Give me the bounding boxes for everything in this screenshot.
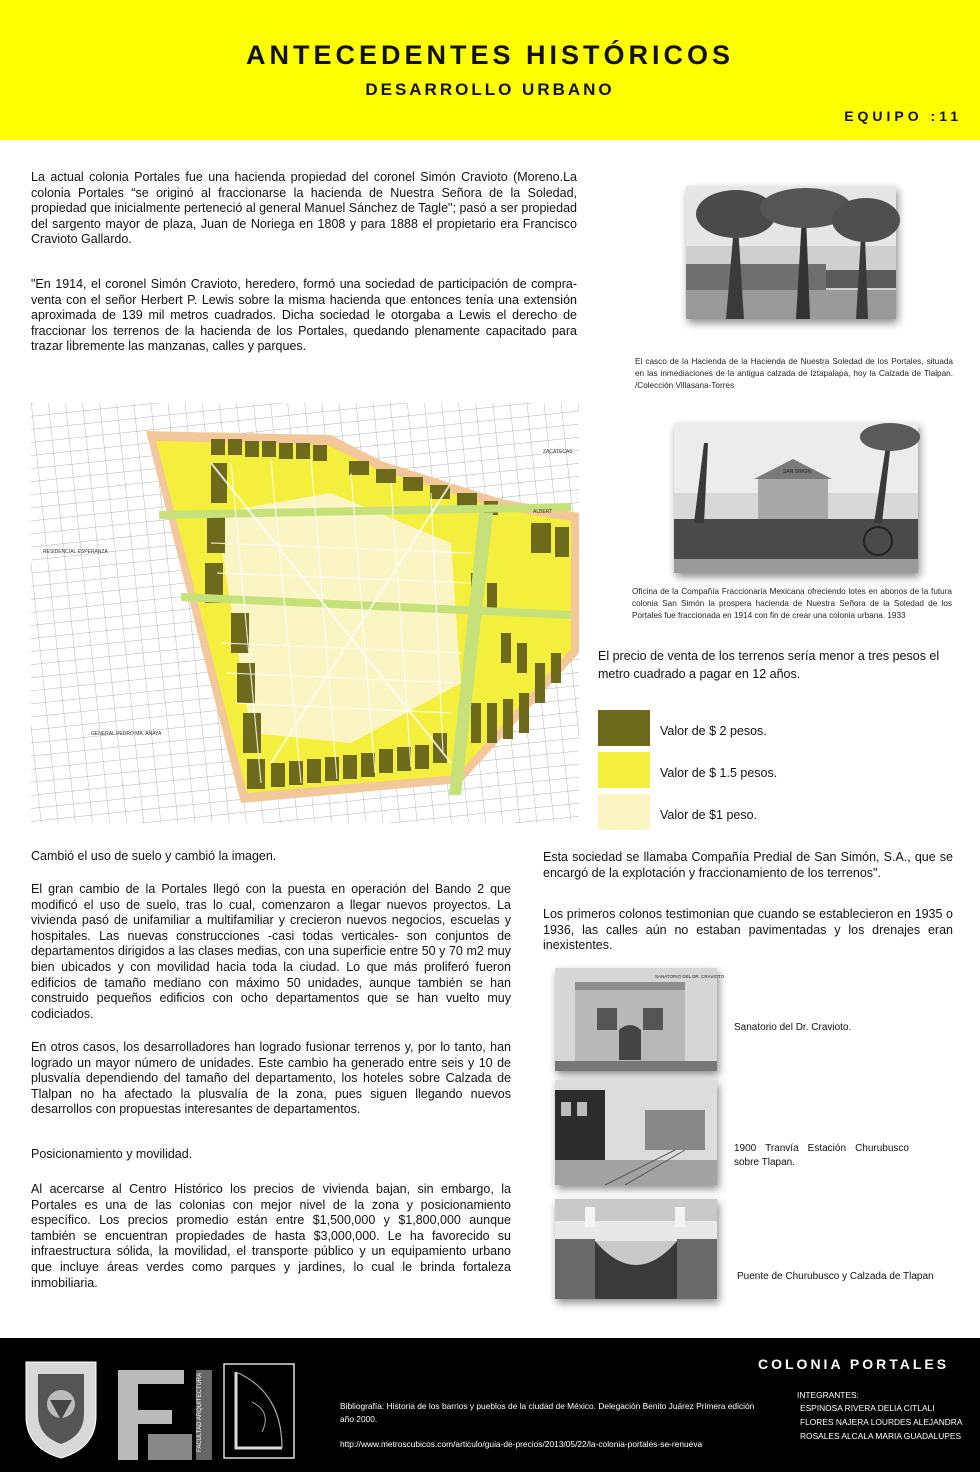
bibliography-url[interactable]: http://www.metroscubicos.com/articulo/guia-de-precios/2013/05/22/la-colonia-portales-se-renueva (340, 1439, 703, 1449)
team-member: ESPINOSA RIVERA DELIA CITLALI (800, 1403, 935, 1413)
section-heading-uso-suelo: Cambió el uso de suelo y cambió la imagen. (31, 849, 277, 863)
legend-label-2-pesos: Valor de $ 2 pesos. (660, 724, 767, 738)
hacienda-photo-caption: El casco de la Hacienda de la Hacienda de Nuestra Soledad de los Portales, situada en las inmediaciones de la antigua calzada de Iztapalapa, hoy la Calzada de Tlalpan. /Colección Villasana-Torres (635, 357, 953, 390)
facultad-arquitectura-logo (118, 1370, 212, 1460)
page-subtitle: DESARROLLO URBANO (365, 80, 615, 99)
bibliography-text: Bibliografía: Historia de los barrios y pueblos de la ciudad de México. Delegación Benito Juárez Primera edición año 2000. (340, 1401, 755, 1424)
uso-suelo-paragraph-2: En otros casos, los desarrolladores han logrado fusionar terrenos y, por lo tanto, han logrado un mayor número de unidades. Este cambio ha generado entre seis y 10 de plusvalía dependiendo del tamaño del departamento, los hoteles sobre Calzada de Tlalpan no ha afectado la plusvalía de la zona, pues siguen llegando nuevos desarrollos con propuestas interesantes de departamentos. (31, 1040, 511, 1117)
project-name: COLONIA PORTALES (758, 1356, 950, 1372)
oficina-photo-caption: Oficina de la Compañía Fraccionaria Mexicana ofreciendo lotes en abonos de la futura colonia San Simón la prospera hacienda de Nuestra Señora de la Soledad de los Portales fue fraccionada en 1914 con fin de crear una colonia urbana. 1933 (632, 587, 952, 620)
tranvia-caption: 1900 Tranvía Estación Churubusco sobre Tlapan. (734, 1143, 909, 1168)
map-label-albert: ALBERT (533, 509, 553, 515)
posicionamiento-paragraph: Al acercarse al Centro Histórico los precios de vivienda bajan, sin embargo, la Portales es una de las colonias con mejor nivel de la zona y posicionamiento específico. Los precios promedio están entre $1,500,000 y $1,800,000 aunque también se encuentran propiedades de hasta $3,000,000. Le ha favorecido su infraestructura sólida, la movilidad, el transporte público y un equipamiento urbano que incluye áreas verdes como parques y jardines, lo cual le brinda fortaleza inmobiliaria. (31, 1182, 511, 1290)
oficina-photo (674, 423, 918, 573)
legend-swatch-2-pesos (598, 710, 650, 746)
section-heading-posicionamiento: Posicionamiento y movilidad. (31, 1147, 193, 1161)
sanatorio-caption: Sanatorio del Dr. Cravioto. (734, 1022, 852, 1033)
legend-label-1-5-pesos: Valor de $ 1.5 pesos. (660, 766, 778, 780)
intro-paragraph-1: La actual colonia Portales fue una hacienda propiedad del coronel Simón Cravioto (Moreno.La colonia Portales “se originó al fraccionarse la hacienda de Nuestra Señora de la Soledad, propiedad que inicialmente perteneció al general Manuel Sánchez de Tagle"; pasó a ser propiedad del sargento mayor de plaza, Juan de Noriega en 1808 y para 1888 el propietario era Francisco Cravioto Gallardo. (31, 170, 577, 247)
team-label: EQUIPO :11 (844, 108, 962, 124)
urban-map (31, 403, 579, 823)
legend-swatch-1-5-pesos (598, 752, 650, 788)
map-label-residencial: RESIDENCIAL ESPERANZA (43, 549, 108, 555)
sociedad-paragraph: Esta sociedad se llamaba Compañía Predial de San Simón, S.A., que se encargó de la explotación y fraccionamiento de los terrenos". (543, 850, 953, 880)
sanatorio-sign-text: SANATORIO DEL DR. CRAVIOTO (655, 974, 725, 979)
legend-label-1-peso: Valor de $1 peso. (660, 808, 758, 822)
tranvia-photo (555, 1080, 717, 1185)
legend-swatch-1-peso (598, 794, 650, 830)
uso-suelo-paragraph-1: El gran cambio de la Portales llegó con la puesta en operación del Bando 2 que modificó el uso de suelo, tras lo cual, comenzaron a llegar nuevos proyectos. La vivienda pasó de unifamiliar a multifamiliar y crecieron nuevos negocios, escuelas y hospitales. Las nuevas construcciones -casi todas verticales- son conjuntos de departamentos dirigidos a las clases medias, con una superficie entre 50 y 70 m2 muy bien ubicados y con movilidad hacia toda la ciudad. Lo que más proliferó fueron edificios de tamaño mediano con máximo 50 unidades, aunque también se han construido pequeños edificios con ocho departamentos que se han vuelto muy codiciados. (31, 882, 511, 1021)
map-label-zacatecas: ZACATECAS (543, 449, 573, 455)
team-member: FLORES NAJERA LOURDES ALEJANDRA (800, 1417, 963, 1427)
hacienda-photo (686, 186, 896, 319)
third-logo (222, 1362, 296, 1460)
unam-logo (16, 1356, 106, 1462)
intro-paragraph-2: "En 1914, el coronel Simón Cravioto, heredero, formó una sociedad de participación de compra-venta con el señor Herbert P. Lewis sobre la misma hacienda que entonces tenía una extensión aproximada de 139 mil metros cuadrados. Dicha sociedad le otorgaba a Lewis el derecho de fraccionar los terrenos de la hacienda de los Portales, quedando plenamente capacitado para trazar libremente las manzanas, calles y parques. (31, 277, 577, 354)
puente-photo (555, 1199, 717, 1299)
sanatorio-photo (555, 968, 725, 1071)
colonos-paragraph: Los primeros colonos testimonian que cuando se establecieron en 1935 o 1936, las calles aún no estaban pavimentadas y los drenajes eran inexistentes. (543, 907, 953, 953)
team-members-label: INTEGRANTES: (797, 1390, 859, 1400)
map-label-anaya: GENERAL PEDRO MA. ANAYA (91, 731, 162, 737)
facultad-logo-text: FACULTAD ARQUITECTURA (197, 1372, 203, 1452)
puente-caption: Puente de Churubusco y Calzada de Tlapan (737, 1271, 934, 1282)
team-member: ROSALES ALCALA MARIA GUADALUPES (800, 1431, 962, 1441)
price-text: El precio de venta de los terrenos sería menor a tres pesos el metro cuadrado a pagar en 12 años. (598, 649, 940, 681)
page-title: ANTECEDENTES HISTÓRICOS (245, 40, 735, 70)
oficina-sign-text: SAN SIMON (783, 469, 812, 475)
